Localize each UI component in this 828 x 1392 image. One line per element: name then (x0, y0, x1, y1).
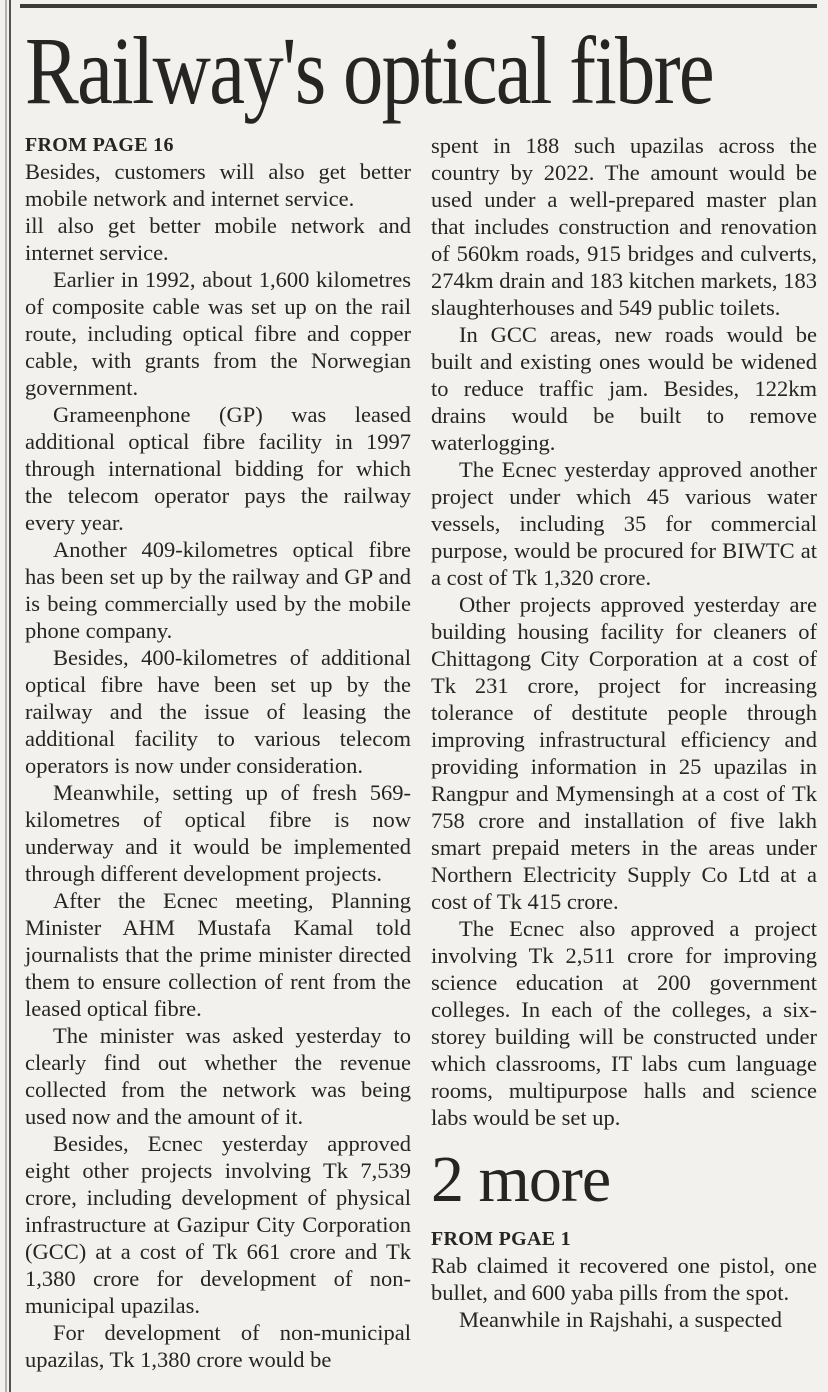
second-article-headline: 2 more (431, 1142, 611, 1216)
article-paragraph: spent in 188 such upazilas across the country by 2022. The amount would be used under a well-prepared master plan that includes construction and renovation of 560km roads, 915 bridges and culverts, 274km drain and 183 kitchen markets, 183 slaughterhouses and 549 public toilets. (431, 132, 817, 320)
article-paragraph: Another 409-kilometres optical fibre has been set up by the railway and GP and is being commercially used by the mobile phone company. (25, 536, 411, 643)
article-paragraph: Other projects approved yesterday are building housing facility for cleaners of Chittagong City Corporation at a cost of Tk 231 crore, project for increasing tolerance of destitute people through improving infrastructural efficiency and providing information in 25 upazilas in Rangpur and Mymensingh at a cost of Tk 758 crore and installation of five lakh smart prepaid meters in the areas under Northern Electricity Supply Co Ltd at a cost of Tk 415 crore. (431, 591, 817, 914)
article-paragraph: Rab claimed it recovered one pistol, one bullet, and 600 yaba pills from the spot. (431, 1253, 817, 1306)
article-paragraph: The Ecnec yesterday approved another project under which 45 various water vessels, including 35 for commercial purpose, would be procured for BIWTC at a cost of Tk 1,320 crore. (431, 456, 817, 590)
top-rule (20, 4, 817, 8)
from-page-kicker-2: FROM PGAE 1 (431, 1228, 571, 1251)
article-paragraph: Besides, 400-kilometres of additional optical fibre have been set up by the railway and the issue of leasing the additional facility to various telecom operators is now under consideration. (25, 644, 411, 778)
page-edge-line-light (5, 0, 7, 1392)
left-column (25, 132, 411, 1373)
page-content (25, 0, 817, 1373)
article-paragraph: Besides, Ecnec yesterday approved eight other projects involving Tk 7,539 crore, including development of physical infrastructure at Gazipur City Corporation (GCC) at a cost of Tk 661 crore and Tk 1,380 crore for development of non-municipal upazilas. (25, 1130, 411, 1318)
article-paragraph: For development of non-municipal upazilas, Tk 1,380 crore would be (25, 1319, 411, 1372)
article-paragraph: Besides, customers will also get better mobile network and internet service. (25, 158, 411, 211)
page-edge-line-dark (9, 0, 11, 1392)
right-column (431, 132, 817, 1373)
article-paragraph: After the Ecnec meeting, Planning Minister AHM Mustafa Kamal told journalists that the prime minister directed them to ensure collection of rent from the leased optical fibre. (25, 887, 411, 1021)
article-headline: Railway's optical fibre (25, 17, 713, 124)
article-paragraph: ill also get better mobile network and internet service. (25, 212, 411, 265)
article-paragraph: Meanwhile, setting up of fresh 569-kilometres of optical fibre is now underway and it would be implemented through different development projects. (25, 779, 411, 886)
article-paragraph: Grameenphone (GP) was leased additional optical fibre facility in 1997 through international bidding for which the telecom operator pays the railway every year. (25, 401, 411, 535)
article-paragraph: In GCC areas, new roads would be built and existing ones would be widened to reduce traffic jam. Besides, 122km drains would be built to remove waterlogging. (431, 321, 817, 455)
article-paragraph: Earlier in 1992, about 1,600 kilometres of composite cable was set up on the rail route, including optical fibre and copper cable, with grants from the Norwegian government. (25, 266, 411, 400)
article-paragraph: The Ecnec also approved a project involving Tk 2,511 crore for improving science education at 200 government colleges. In each of the colleges, a six-storey building will be constructed under which classrooms, IT labs cum language rooms, multipurpose halls and science labs would be set up. (431, 915, 817, 1130)
article-columns (25, 132, 817, 1373)
article-paragraph: The minister was asked yesterday to clearly find out whether the revenue collected from the network was being used now and the amount of it. (25, 1022, 411, 1129)
article-paragraph: Meanwhile in Rajshahi, a suspected (459, 1307, 783, 1333)
from-page-kicker: FROM PAGE 16 (25, 133, 174, 156)
